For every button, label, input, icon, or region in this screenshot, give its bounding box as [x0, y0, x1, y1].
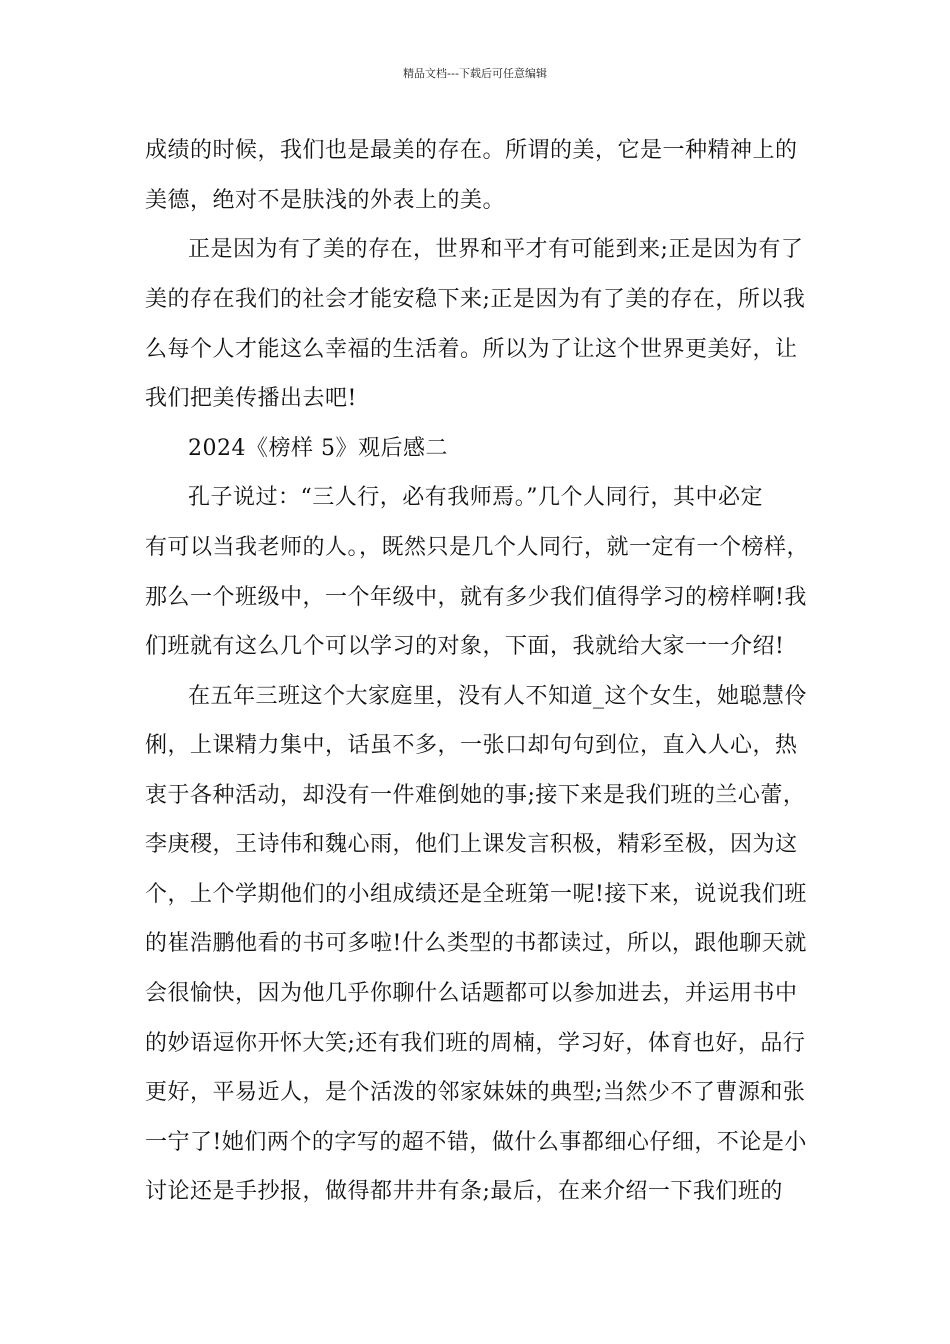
text-line: 的妙语逗你开怀大笑;还有我们班的周楠，学习好，体育也好，品行 — [145, 1031, 806, 1056]
text-line: 一宁了!她们两个的字写的超不错，做什么事都细心仔细，不论是小 — [145, 1130, 807, 1155]
section-heading: 2024《榜样 5》观后感二 — [188, 436, 448, 461]
text-line: 成绩的时候，我们也是最美的存在。所谓的美，它是一种精神上的 — [145, 138, 798, 163]
text-line: 美德，绝对不是肤浅的外表上的美。 — [145, 188, 506, 213]
text-line: 个，上个学期他们的小组成绩还是全班第一呢!接下来，说说我们班 — [145, 882, 807, 907]
paragraph-first-line: 在五年三班这个大家庭里，没有人不知道_这个女生，她聪慧伶 — [188, 684, 808, 709]
page-header: 精品文档---下载后可任意编辑 — [403, 67, 547, 80]
text-line: 会很愉快，因为他几乎你聊什么话题都可以参加进去，并运用书中 — [145, 981, 798, 1006]
text-line: 衷于各种活动，却没有一件难倒她的事;接下来是我们班的兰心蕾， — [145, 783, 806, 808]
text-line: 的崔浩鹏他看的书可多啦!什么类型的书都读过，所以，跟他聊天就 — [145, 931, 807, 956]
paragraph-first-line: 孔子说过：“三人行，必有我师焉。”几个人同行，其中必定 — [188, 485, 763, 510]
text-line: 么每个人才能这么幸福的生活着。所以为了让这个世界更美好，让 — [145, 337, 798, 362]
text-line: 们班就有这么几个可以学习的对象，下面，我就给大家一一介绍! — [145, 634, 785, 659]
text-line: 那么一个班级中，一个年级中，就有多少我们值得学习的榜样啊!我 — [145, 585, 807, 610]
paragraph-first-line: 正是因为有了美的存在，世界和平才有可能到来;正是因为有了 — [188, 237, 804, 262]
text-line: 俐，上课精力集中，话虽不多，一张口却句句到位，直入人心，热 — [145, 733, 798, 758]
text-line: 更好，平易近人，是个活泼的邻家妹妹的典型;当然少不了曹源和张 — [145, 1080, 806, 1105]
text-line: 我们把美传播出去吧! — [145, 386, 357, 411]
text-line: 有可以当我老师的人。，既然只是几个人同行，就一定有一个榜样， — [145, 535, 810, 560]
text-line: 美的存在我们的社会才能安稳下来;正是因为有了美的存在，所以我 — [145, 287, 806, 312]
text-line: 李庚稷，王诗伟和魏心雨，他们上课发言积极，精彩至极，因为这 — [145, 832, 798, 857]
text-line: 讨论还是手抄报，做得都井井有条;最后，在来介绍一下我们班的 — [145, 1179, 783, 1204]
